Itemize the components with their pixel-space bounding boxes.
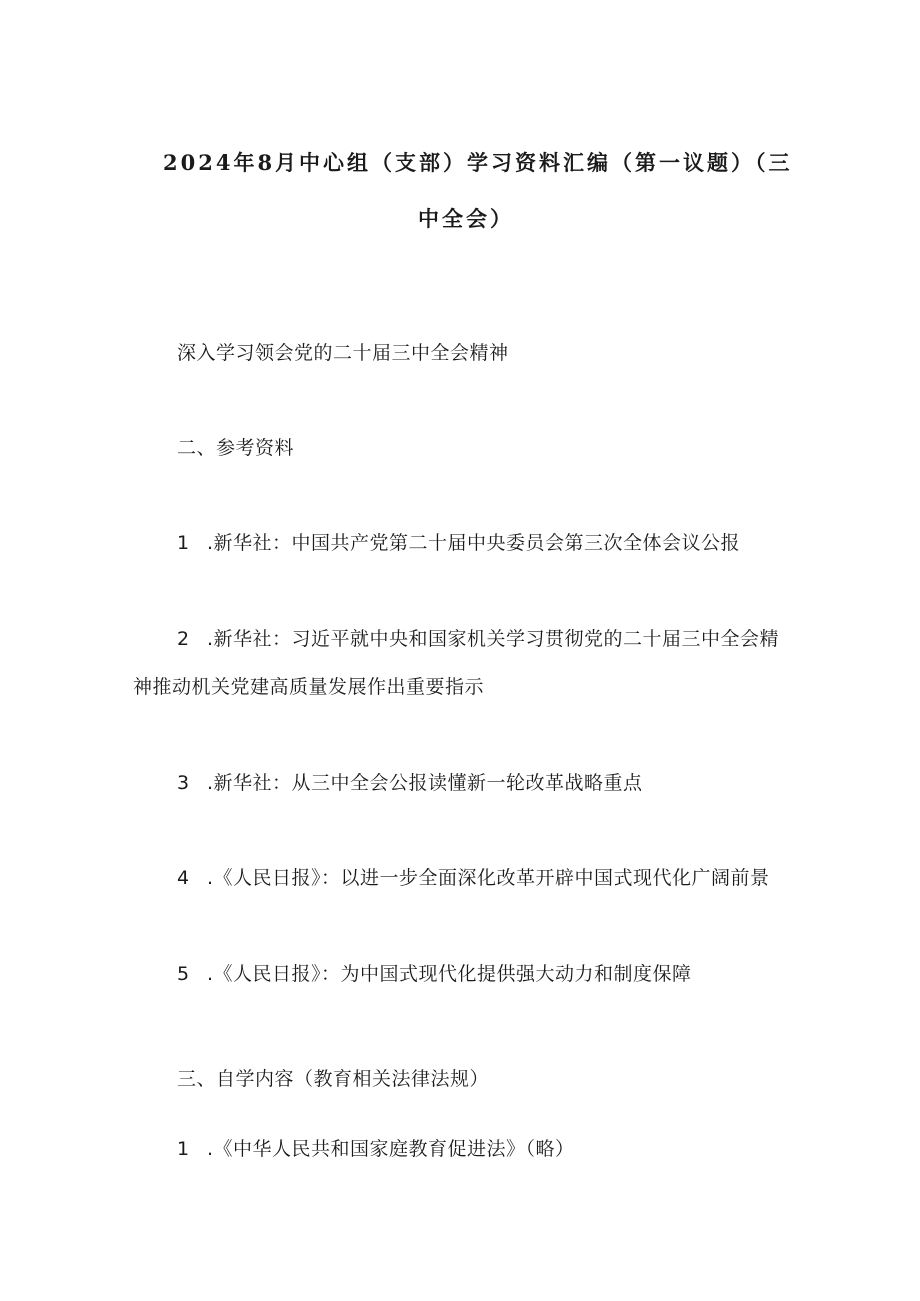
reference-number: 5 xyxy=(177,963,190,985)
self-study-text: .《中华人民共和国家庭教育促进法》（略） xyxy=(207,1138,575,1160)
reference-item-2-continuation: 神推动机关党建高质量发展作出重要指示 xyxy=(133,676,485,698)
reference-text: .《人民日报》：以进一步全面深化改革开辟中国式现代化广阔前景 xyxy=(207,867,770,889)
section-3-heading: 三、自学内容（教育相关法律法规） xyxy=(177,1068,490,1090)
reference-text: .《人民日报》：为中国式现代化提供强大动力和制度保障 xyxy=(207,963,692,985)
reference-number: 4 xyxy=(177,867,190,889)
self-study-number: 1 xyxy=(177,1138,190,1160)
self-study-item-1 xyxy=(177,1134,575,1161)
reference-number: 1 xyxy=(177,532,190,554)
reference-text: .新华社：习近平就中央和国家机关学习贯彻党的二十届三中全会精 xyxy=(207,628,780,650)
reference-item-5 xyxy=(177,959,692,986)
reference-item-4 xyxy=(177,863,770,890)
section-2-heading: 二、参考资料 xyxy=(177,437,295,459)
reference-number: 2 xyxy=(177,628,190,650)
reference-item-1 xyxy=(177,528,740,555)
document-title-line-2: 中全会） xyxy=(418,206,514,231)
reference-number: 3 xyxy=(177,772,190,794)
reference-text: .新华社：中国共产党第二十届中央委员会第三次全体会议公报 xyxy=(207,532,741,554)
document-title-line-1: 2024年8月中心组（支部）学习资料汇编（第一议题）（三 xyxy=(163,150,793,175)
topic-line: 深入学习领会党的二十届三中全会精神 xyxy=(177,342,509,364)
reference-item-3 xyxy=(177,768,643,795)
reference-item-2 xyxy=(177,624,779,651)
reference-text: .新华社：从三中全会公报读懂新一轮改革战略重点 xyxy=(207,772,643,794)
